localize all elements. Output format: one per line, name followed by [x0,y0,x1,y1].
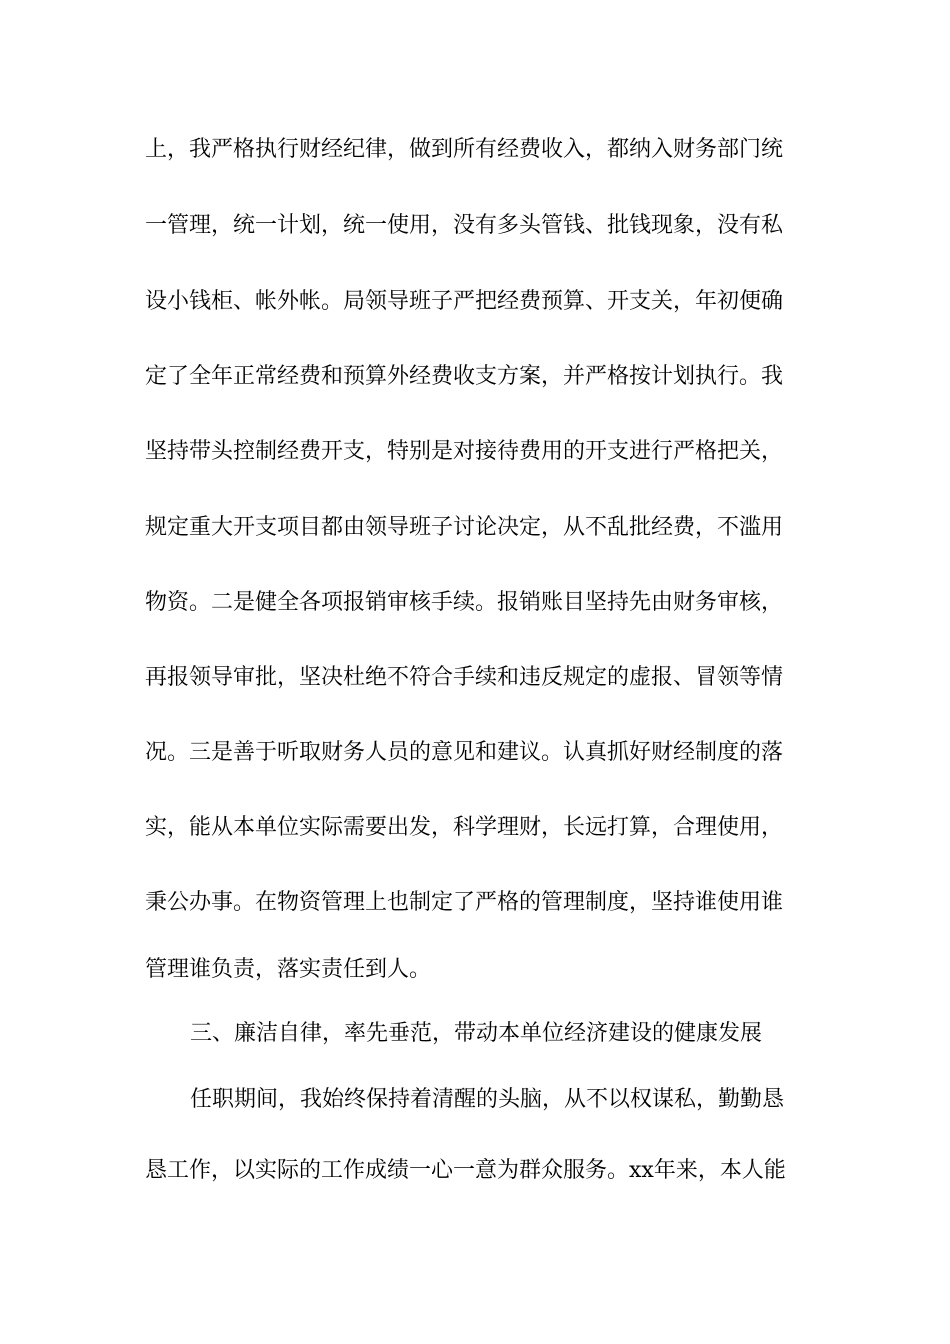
body-text-line: 实，能从本单位实际需要出发，科学理财，长远打算，合理使用， [145,815,784,840]
body-text-line: 再报领导审批，坚决杜绝不符合手续和违反规定的虚报、冒领等情 [145,665,784,690]
section-heading: 三、廉洁自律，率先垂范，带动本单位经济建设的健康发展 [190,1021,763,1046]
body-text-line: 物资。二是健全各项报销审核手续。报销账目坚持先由财务审核， [145,590,784,615]
body-text-line: 任职期间，我始终保持着清醒的头脑，从不以权谋私，勤勤恳 [190,1087,785,1112]
body-text-line: 定了全年正常经费和预算外经费收支方案，并严格按计划执行。我 [145,364,784,389]
body-text-line: 一管理，统一计划，统一使用，没有多头管钱、批钱现象，没有私 [145,213,784,238]
body-text-line: 管理谁负责，落实责任到人。 [145,957,432,982]
body-text-line: 规定重大开支项目都由领导班子讨论决定，从不乱批经费，不滥用 [145,515,784,540]
body-text-line: 坚持带头控制经费开支，特别是对接待费用的开支进行严格把关， [145,439,784,464]
body-text-line: 秉公办事。在物资管理上也制定了严格的管理制度，坚持谁使用谁 [145,890,784,915]
body-text-line: 恳工作，以实际的工作成绩一心一意为群众服务。xx年来，本人能 [145,1158,786,1183]
body-text-line: 况。三是善于听取财务人员的意见和建议。认真抓好财经制度的落 [145,740,784,765]
body-text-line: 上，我严格执行财经纪律，做到所有经费收入，都纳入财务部门统 [145,137,784,162]
body-text-line: 设小钱柜、帐外帐。局领导班子严把经费预算、开支关，年初便确 [145,289,784,314]
